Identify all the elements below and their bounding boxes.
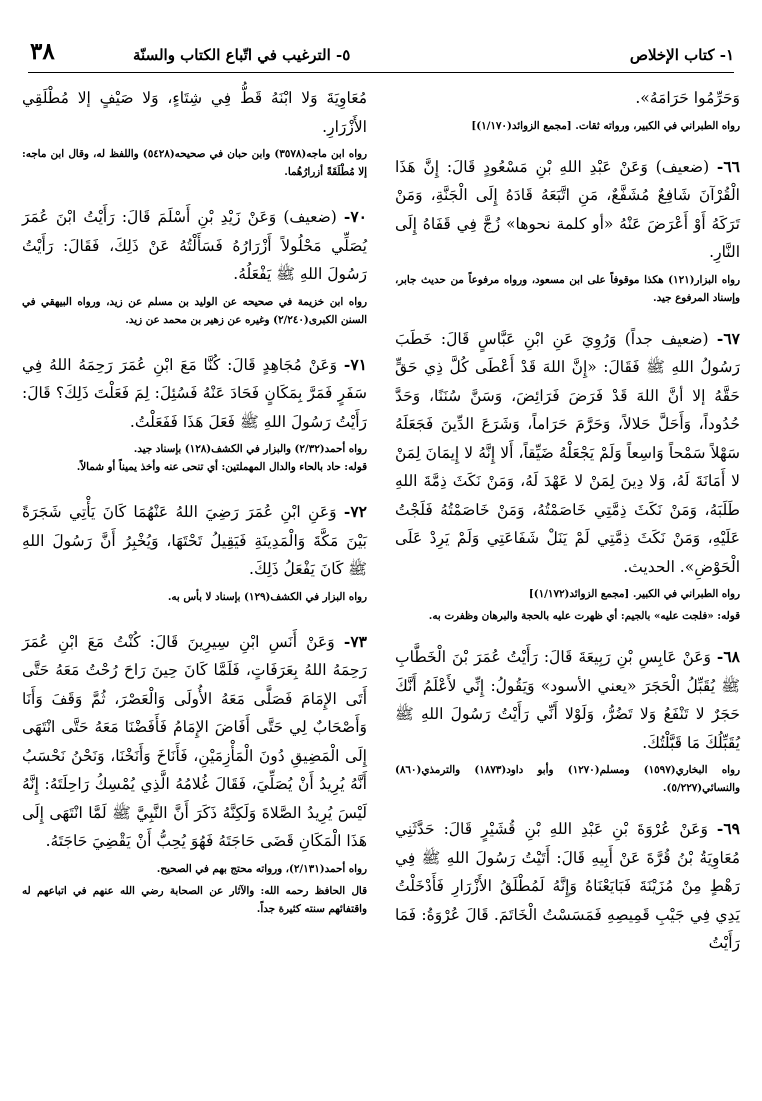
source-note: رواه البخاري(١٥٩٧) ومسلم(١٢٧٠) وأبو داود(١٨٧٣) والترمذي(٨٦٠) والنسائي(٥/٢٢٧). [395,764,740,794]
hadith-number: ٦٨- [716,647,740,666]
hadith-69: ٦٩- وَعَنْ عُرْوَةَ بْنِ عَبْدِ اللهِ بْنِ قُشَيْرٍ قَالَ: حَدَّثَنِي مُعَاوِيَةُ بْنُ قُرَّةَ عَنْ أَبِيهِ قَالَ: أَتَيْتُ رَسُولَ اللهِ ﷺ فِي رَهْطٍ مِنْ مُزَيْنَةَ فَبَايَعْنَاهُ وَإِنَّهُ لَمُطْلَقُ الأَزْرَارِ فَأَدْخَلْتُ يَدِي فِي جَيْبِ قَمِيصِهِ فَمَسَسْتُ الْخَاتَمَ. قَالَ عُرْوَةُ: فَمَا رَأَيْتُ [395,819,740,952]
hadith-70: ٧٠- (ضعيف) وَعَنْ زَيْدِ بْنِ أَسْلَمَ قَالَ: رَأَيْتُ ابْنَ عُمَرَ يُصَلِّي مَحْلُولاً أَزْرَارُهُ فَسَأَلْتُهُ عَنْ ذَلِكَ، فَقَالَ: رَأَيْتُ رَسُولَ اللهِ ﷺ يَفْعَلُهُ. [22,207,367,283]
hadith-72: ٧٢- وَعَنِ ابْنِ عُمَرَ رَضِيَ اللهُ عَنْهُمَا كَانَ يَأْتِي شَجَرَةً بَيْنَ مَكَّةَ وَالْمَدِينَةِ فَيَقِيلُ تَحْتَهَا، وَيُخْبِرُ أَنَّ رَسُولَ اللهِ ﷺ كَانَ يَفْعَلُ ذَلِكَ. [22,502,367,578]
left-column [22,84,367,918]
hadith-66: ٦٦- (ضعيف) وَعَنْ عَبْدِ اللهِ بْنِ مَسْعُودٍ قَالَ: إِنَّ هَذَا الْقُرْآنَ شَافِعٌ مُشَفَّعٌ، مَنِ اتَّبَعَهُ قَادَهُ إِلَى الْجَنَّةِ، وَمَنْ تَرَكَهُ أَوْ أَعْرَضَ عَنْهُ «أو كلمة نحوها» زُجَّ فِي قَفَاهُ إِلَى النَّارِ. [395,156,740,261]
hadith-73: ٧٣- وَعَنْ أَنَسِ ابْنِ سِيرِينَ قَالَ: كُنْتُ مَعَ ابْنِ عُمَرَ رَحِمَهُ اللهُ بِعَرَفَاتٍ، فَلَمَّا كَانَ حِينَ رَاحَ رُحْتُ مَعَهُ حَتَّى أَتَى الإِمَامَ فَصَلَّى مَعَهُ الأُولَى وَالْعَصْرَ، ثُمَّ وَقَفَ وَأَنَا وَأَصْحَابٌ لِي حَتَّى أَفَاضَ الإِمَامُ فَأَفَضْنَا مَعَهُ حَتَّى انْتَهَى إِلَى الْمَضِيقِ دُونَ الْمَأْزِمَيْنِ، فَأَنَاخَ وَأَنَخْنَا، وَنَحْنُ نَحْسَبُ أَنَّهُ يُرِيدُ أَنْ يُصَلِّيَ، فَقَالَ غُلامُهُ الَّذِي يُمْسِكُ رَاحِلَتَهُ: إِنَّهُ لَيْسَ يُرِيدُ الصَّلاةَ وَلَكِنَّهُ ذَكَرَ أَنَّ النَّبِيَّ ﷺ لَمَّا انْتَهَى إِلَى هَذَا الْمَكَانِ قَضَى حَاجَتَهُ فَهُوَ يُحِبُّ أَنْ يَقْضِيَ حَاجَتَهُ. [22,631,367,850]
hadith-67: ٦٧- (ضعيف جداً) وَرُوِيَ عَنِ ابْنِ عَبَّاسٍ قَالَ: خَطَبَ رَسُولُ اللهِ ﷺ فَقَالَ: «إِنَّ اللهَ قَدْ أَعْطَى كُلَّ ذِي حَقٍّ حَقَّهُ إلا أنَّ اللهَ قَدْ فَرَضَ فَرَائِضَ، وَسَنَّ سُنَنًا، وَحَدَّ حُدُوداً، وَأَحَلَّ حَلالاً، وَحَرَّمَ حَرَاماً، وَشَرَعَ الدِّينَ فَجَعَلَهُ سَهْلاً سَمْحاً وَاسِعاً وَلَمْ يَجْعَلْهُ ضَيِّقاً، أَلا إِنَّهُ لا إِيمَانَ لِمَنْ لا أَمَانَةَ لَهُ، وَلا دِينَ لِمَنْ لا عَهْدَ لَهُ، وَمَنْ نَكَثَ ذِمَّةَ اللهِ طَلَبَهُ، وَمَنْ نَكَثَ ذِمَّتِي خَاصَمْتُهُ، وَمَنْ خَاصَمْتُهُ فَلَجْتُ عَلَيْهِ، وَمَنْ نَكَثَ ذِمَّتِي لَمْ يَنَلْ شَفَاعَتِي وَلَمْ يَرِدْ عَلَى الْحَوْضِ». الحديث. [395,328,740,576]
explanation-note: قوله: حاد بالحاء والدال المهملتين: أي تنحى عنه وأخذ يميناً أو شمالاً. [76,461,367,473]
source-note: رواه البزار في الكشف(١٢٩) بإسناد لا بأس به. [167,590,367,603]
hadith-number: ٧١- [343,354,367,374]
source-note: رواه الطبراني في الكبير، ورواته ثقات. [مجمع الزوائد(١/١٧٠)] [471,119,740,132]
hadith-number: ٦٦- [716,156,740,176]
section-title: ٥- الترغيب في اتّباع الكتاب والسنّة [133,46,351,64]
source-note: رواه أحمد(٢/١٣١)، ورواته محتج بهم في الصحيح. [156,862,367,875]
hadith-number: ٧٢- [343,502,367,521]
hadith-number: ٦٧- [716,328,740,348]
explanation-note: قال الحافظ رحمه الله: والآثار عن الصحابة رضي الله عنهم في اتباعهم له واقتفائهم سنته كثيرة جداً. [22,884,367,915]
hadith-69-continued: مُعَاوِيَةَ وَلا ابْنَهُ قَطُّ فِي شِتَاءٍ، وَلا صَيْفٍ إلا مُطْلَقِي الأَزْرَارِ. [22,89,367,136]
hadith-71: ٧١- وَعَنْ مُجَاهِدٍ قَالَ: كُنَّا مَعَ ابْنِ عُمَرَ رَحِمَهُ اللهُ فِي سَفَرٍ فَمَرَّ بِمَكَانٍ فَحَادَ عَنْهُ فَسُئِلَ: لِمَ فَعَلْتَ ذَلِكَ؟ قَالَ: رَأَيْتُ رَسُولَ اللهِ ﷺ فَعَلَ هَذَا فَفَعَلْتُ. [22,354,367,431]
hadith-number: ٧٠- [343,207,367,226]
running-header [28,38,734,73]
hadith-text: وَحَرِّمُوا حَرَامَهُ». [635,89,740,107]
source-note: رواه ابن ماجه(٣٥٧٨) وابن حبان في صحيحه(٥٤٢٨) واللفظ له، وقال ابن ماجه: إلا مُطْلَقَةً أزرارُهُما. [22,148,367,178]
right-column [395,84,740,958]
explanation-note: قوله: «فلجت عليه» بالجيم: أي ظهرت عليه بالحجة والبرهان وظفرت به. [428,610,740,622]
source-note: رواه أحمد(٢/٣٢) والبزار في الكشف(١٢٨) بإسناد جيد. [133,443,367,455]
chapter-title: ١- كتاب الإخلاص [629,46,734,64]
source-note: رواه الطبراني في الكبير. [مجمع الزوائد(١/١٧٢)] [528,588,740,600]
hadith-68: ٦٨- وَعَنْ عَابِسِ بْنِ رَبِيعَةَ قَالَ: رَأَيْتُ عُمَرَ بْنَ الْخَطَّابِ ﷺ يُقَبِّلُ الْحَجَرَ «يعني الأسود» وَيَقُولُ: إِنِّي لأَعْلَمُ أَنَّكَ حَجَرٌ لا تَنْفَعُ وَلا تَضُرُّ، وَلَوْلا أَنِّي رَأَيْتُ رَسُولَ اللهِ ﷺ يُقَبِّلُكَ مَا قَبَّلْتُكَ. [395,647,740,752]
source-note: رواه البزار(١٢١) هكذا موقوفاً على ابن مسعود، ورواه مرفوعاً من حديث جابر، وإسناد المرفوع جيد. [395,273,741,304]
source-note: رواه ابن خزيمة في صحيحه عن الوليد بن مسلم عن زيد، ورواه البيهقي في السنن الكبرى(٢/٢٤٠) وغيره عن زهير بن محمد عن زيد. [22,295,367,326]
page-number: ٣٨ [30,38,55,65]
hadith-number: ٦٩- [716,819,740,838]
hadith-number: ٧٣- [343,631,367,651]
